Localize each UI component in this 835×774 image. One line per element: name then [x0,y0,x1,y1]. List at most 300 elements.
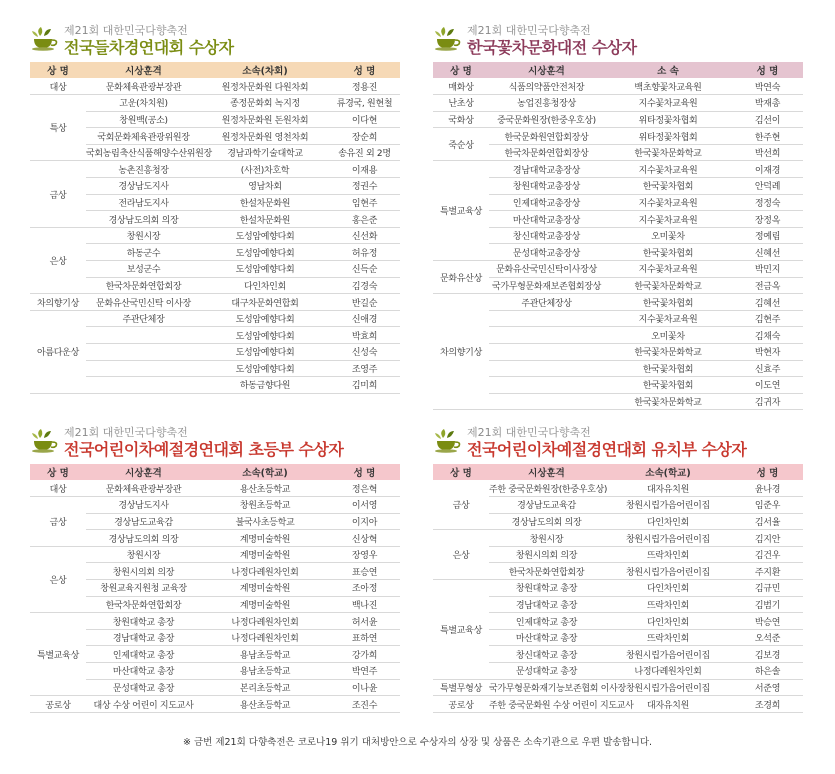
award-category: 대상 [30,78,86,95]
presenter-cell: 창원시장 [489,530,604,547]
name-cell: 정예림 [732,227,803,244]
affiliation-cell: 뜨락차인회 [604,629,732,646]
name-cell: 오석준 [732,629,803,646]
table-row [433,629,803,646]
presenter-cell: 국가무형문화재보존협회장상 [489,277,604,294]
presenter-cell: 창원시의회 의장 [86,563,201,580]
name-cell: 장순희 [329,128,400,145]
affiliation-cell: 오미꽃차 [604,327,732,344]
award-category: 금상 [30,497,86,547]
presenter-cell: 한국차문화연합회장 [86,277,201,294]
panel-subtitle: 제21회 대한민국다향축전 [467,426,591,439]
table-row [30,144,400,161]
table-row [30,679,400,696]
presenter-cell: 마산대학교 총장 [86,663,201,680]
award-category: 아름다운상 [30,310,86,393]
affiliation-cell: 불국사초등학교 [201,513,329,530]
affiliation-cell: 용산초등학교 [201,696,329,713]
name-cell: 표승연 [329,563,400,580]
award-category: 은상 [433,530,489,580]
affiliation-cell: 한국꽃차협회 [604,377,732,394]
header-affiliation: 소 속 [604,62,732,78]
award-category: 국화상 [433,111,489,128]
award-category: 대상 [30,480,86,497]
affiliation-cell: 다인차인회 [604,513,732,530]
name-cell: 김귀자 [732,393,803,410]
affiliation-cell: 지수꽃차교육원 [604,310,732,327]
name-cell: 이지아 [329,513,400,530]
panel-subtitle: 제21회 대한민국다향축전 [64,24,188,37]
table-row [433,530,803,547]
table-row [30,546,400,563]
awardee-table [433,464,803,713]
name-cell: 조아정 [329,580,400,597]
header-award: 상 명 [433,62,489,78]
presenter-cell: 경상남도교육감 [489,497,604,514]
affiliation-cell: 나정다례원차인회 [604,663,732,680]
name-cell: 장정옥 [732,211,803,228]
name-cell: 정용진 [329,78,400,95]
name-cell: 박연숙 [732,78,803,95]
presenter-cell [489,360,604,377]
header-award: 상 명 [433,464,489,480]
tea-leaf-icon [433,26,463,52]
name-cell: 이재용 [329,161,400,178]
affiliation-cell: 다인차인회 [201,277,329,294]
presenter-cell: 문성대학교총장상 [489,244,604,261]
header-presenter: 시상훈격 [489,464,604,480]
table-row [30,128,400,145]
award-category: 금상 [433,480,489,530]
affiliation-cell: 본리초등학교 [201,679,329,696]
table-row [30,344,400,361]
header-name: 성 명 [329,62,400,78]
affiliation-cell: 지수꽃차교육원 [604,261,732,278]
name-cell: 조진수 [329,696,400,713]
header-name: 성 명 [732,464,803,480]
table-row [30,111,400,128]
table-row [433,161,803,178]
name-cell: 안덕례 [732,178,803,195]
table-row [30,377,400,394]
name-cell: 임현주 [329,194,400,211]
presenter-cell [489,393,604,410]
name-cell: 박현자 [732,344,803,361]
name-cell: 김보경 [732,646,803,663]
table-row [433,546,803,563]
affiliation-cell: 지수꽃차교육원 [604,194,732,211]
table-row [433,696,803,713]
affiliation-cell: 도성암예향다회 [201,327,329,344]
name-cell: 반길순 [329,294,400,311]
presenter-cell: 고운(차치원) [86,95,201,112]
affiliation-cell: 대자유치원 [604,696,732,713]
table-row [30,497,400,514]
table-row [30,563,400,580]
name-cell: 신애경 [329,310,400,327]
table-row [30,277,400,294]
table-row [433,294,803,311]
presenter-cell: 문화유산국민신탁 이사장 [86,294,201,311]
name-cell: 하은솔 [732,663,803,680]
presenter-cell: 인제대학교 총장 [489,613,604,630]
name-cell: 김경숙 [329,277,400,294]
affiliation-cell: 하동금향다원 [201,377,329,394]
affiliation-cell: 한국꽃차문화학교 [604,277,732,294]
name-cell: 신상혁 [329,530,400,547]
award-category: 특별교육상 [30,613,86,696]
table-row [30,663,400,680]
presenter-cell [86,327,201,344]
affiliation-cell: 창원시립가음어린이집 [604,679,732,696]
presenter-cell: 창원교육지원청 교육장 [86,580,201,597]
presenter-cell: 국회농림축산식품해양수산위원장 [86,144,201,161]
name-cell: 조경희 [732,696,803,713]
affiliation-cell: 위타정꽃차협회 [604,111,732,128]
name-cell: 박효희 [329,327,400,344]
tea-leaf-icon [30,428,60,454]
name-cell: 김선이 [732,111,803,128]
name-cell: 임준우 [732,497,803,514]
affiliation-cell: 대구차문화연합회 [201,294,329,311]
affiliation-cell: 나정다례원차인회 [201,563,329,580]
name-cell: 김채숙 [732,327,803,344]
presenter-cell: 한국차문화연합회장상 [489,144,604,161]
table-row [433,95,803,112]
affiliation-cell: 백초향꽃차교육원 [604,78,732,95]
panel-subtitle: 제21회 대한민국다향축전 [64,426,188,439]
table-row [433,227,803,244]
affiliation-cell: 대자유치원 [604,480,732,497]
affiliation-cell: 종정문화회 녹지정 [201,95,329,112]
presenter-cell: 창신대학교총장상 [489,227,604,244]
presenter-cell: 식품의약품안전처장 [489,78,604,95]
presenter-cell: 인제대학교총장상 [489,194,604,211]
presenter-cell: 주한 중국문화원장(한중우호상) [489,480,604,497]
award-category: 특상 [30,95,86,161]
presenter-cell [489,327,604,344]
table-row [30,360,400,377]
awardee-table [30,62,400,394]
award-category: 금상 [30,161,86,227]
tea-leaf-icon-svg [30,428,60,454]
table-row [30,294,400,311]
panel-title: 전국들차경연대회 수상자 [64,38,234,57]
award-category: 문화유산상 [433,261,489,294]
awardee-table [30,464,400,713]
table-row [30,261,400,278]
name-cell: 김규민 [732,580,803,597]
name-cell: 백나진 [329,596,400,613]
affiliation-cell: 용남초등학교 [201,663,329,680]
table-row [433,679,803,696]
award-category: 차의향기상 [30,294,86,311]
name-cell: 김현주 [732,310,803,327]
affiliation-cell: 다인차인회 [604,580,732,597]
presenter-cell [86,344,201,361]
panel-header [433,420,803,466]
affiliation-cell: 나정다례원차인회 [201,613,329,630]
presenter-cell: 창원대학교총장상 [489,178,604,195]
affiliation-cell: 한국꽃차협회 [604,178,732,195]
name-cell: 김건우 [732,546,803,563]
award-category: 은상 [30,546,86,612]
table-row [433,646,803,663]
presenter-cell: 창원대학교 총장 [86,613,201,630]
award-category: 난초상 [433,95,489,112]
name-cell: 김서율 [732,513,803,530]
presenter-cell: 경상남도의회 의장 [86,530,201,547]
name-cell: 서준영 [732,679,803,696]
table-row [30,480,400,497]
table-row [433,663,803,680]
name-cell: 김범기 [732,596,803,613]
name-cell: 신선화 [329,227,400,244]
award-category: 공로상 [433,696,489,713]
name-cell: 정정숙 [732,194,803,211]
table-row [30,227,400,244]
presenter-cell: 인제대학교 총장 [86,646,201,663]
presenter-cell: 경상남도교육감 [86,513,201,530]
name-cell: 강가희 [329,646,400,663]
affiliation-cell: 한설차문화원 [201,194,329,211]
presenter-cell: 문성대학교 총장 [86,679,201,696]
presenter-cell: 경남대학교 총장 [86,629,201,646]
affiliation-cell: 한국꽃차문화학교 [604,344,732,361]
footer-notice: ※ 금번 제21회 다향축전은 코로나19 위기 대처방안으로 수상자의 상장 및 상품은 소속기관으로 우편 발송합니다. [182,737,653,748]
table-row [433,277,803,294]
affiliation-cell: 한국꽃차문화학교 [604,393,732,410]
panel-kindergarten [433,420,803,711]
panel-tea-competition [30,18,400,392]
affiliation-cell: 도성암예향다회 [201,360,329,377]
presenter-cell: 전라남도지사 [86,194,201,211]
name-cell: 한주현 [732,128,803,145]
name-cell: 윤나경 [732,480,803,497]
affiliation-cell: 한국꽃차협회 [604,244,732,261]
tea-leaf-icon-svg [30,26,60,52]
presenter-cell: 문화체육관광부장관 [86,480,201,497]
affiliation-cell: 지수꽃차교육원 [604,161,732,178]
table-row [433,310,803,327]
table-row [433,480,803,497]
table-row [433,497,803,514]
table-row [433,261,803,278]
table-row [433,513,803,530]
table-header-row [30,62,400,78]
presenter-cell: 한국차문화연합회장 [86,596,201,613]
name-cell: 표하연 [329,629,400,646]
table-row [30,244,400,261]
name-cell: 이다현 [329,111,400,128]
affiliation-cell: 영남차회 [201,178,329,195]
name-cell: 허유정 [329,244,400,261]
presenter-cell: 농촌진흥청장 [86,161,201,178]
affiliation-cell: 위타정꽃차협회 [604,128,732,145]
table-row [30,310,400,327]
affiliation-cell: 한설차문화원 [201,211,329,228]
table-row [30,327,400,344]
table-row [433,377,803,394]
affiliation-cell: 용남초등학교 [201,646,329,663]
table-row [433,78,803,95]
header-award: 상 명 [30,464,86,480]
presenter-cell: 국가무형문화재기능보존협회 이사장 [489,679,604,696]
header-presenter: 시상훈격 [86,62,201,78]
header-affiliation: 소속(학교) [604,464,732,480]
awardee-table [433,62,803,410]
presenter-cell: 국회문화체육관광위원장 [86,128,201,145]
presenter-cell: 창원백(공소) [86,111,201,128]
panel-title: 한국꽃차문화대전 수상자 [467,38,637,57]
table-row [433,111,803,128]
affiliation-cell: 원정차문화원 다원차회 [201,78,329,95]
name-cell: 신효주 [732,360,803,377]
affiliation-cell: 뜨락차인회 [604,546,732,563]
name-cell: 장영우 [329,546,400,563]
table-row [433,327,803,344]
panel-header [30,18,400,64]
header-award: 상 명 [30,62,86,78]
presenter-cell: 창원시의회 의장 [489,546,604,563]
presenter-cell: 주관단체장상 [489,294,604,311]
name-cell: 신혜선 [732,244,803,261]
presenter-cell: 대상 수상 어린이 지도교사 [86,696,201,713]
name-cell: 주지환 [732,563,803,580]
affiliation-cell: 원정차문화원 영천차회 [201,128,329,145]
table-row [30,613,400,630]
name-cell: 박승연 [732,613,803,630]
affiliation-cell: 계명미술학원 [201,580,329,597]
affiliation-cell: 오미꽃차 [604,227,732,244]
affiliation-cell: 경남과학기술대학교 [201,144,329,161]
presenter-cell: 주한 중국문화원 수상 어린이 지도교사 [489,696,604,713]
table-row [433,596,803,613]
award-category: 죽순상 [433,128,489,161]
presenter-cell: 경상남도지사 [86,178,201,195]
name-cell: 박민지 [732,261,803,278]
affiliation-cell: 한국꽃차문화학교 [604,144,732,161]
affiliation-cell: 지수꽃차교육원 [604,95,732,112]
table-row [30,513,400,530]
tea-leaf-icon-svg [433,26,463,52]
name-cell: 박재총 [732,95,803,112]
presenter-cell: 문화체육관광부장관 [86,78,201,95]
table-row [433,178,803,195]
affiliation-cell: 도성암예향다회 [201,244,329,261]
name-cell: 조영주 [329,360,400,377]
presenter-cell: 보성군수 [86,261,201,278]
award-category: 공로상 [30,696,86,713]
table-row [30,629,400,646]
name-cell: 류경국, 원현철 [329,95,400,112]
affiliation-cell: 용산초등학교 [201,480,329,497]
table-row [433,128,803,145]
name-cell: 허서윤 [329,613,400,630]
affiliation-cell: 창원시립가음어린이집 [604,530,732,547]
presenter-cell: 주관단체장 [86,310,201,327]
table-row [30,161,400,178]
award-category: 특별교육상 [433,161,489,261]
header-presenter: 시상훈격 [86,464,201,480]
presenter-cell: 경상남도의회 의장 [86,211,201,228]
name-cell: 이나윤 [329,679,400,696]
presenter-cell: 경상남도의회 의장 [489,513,604,530]
presenter-cell: 문화유산국민신탁이사장상 [489,261,604,278]
name-cell: 이서영 [329,497,400,514]
name-cell: 이도연 [732,377,803,394]
table-row [433,393,803,410]
table-row [433,344,803,361]
presenter-cell [86,360,201,377]
tea-leaf-icon [433,428,463,454]
table-row [30,530,400,547]
affiliation-cell: 창원시립가음어린이집 [604,497,732,514]
affiliation-cell: 도성암예향다회 [201,261,329,278]
table-row [30,78,400,95]
table-row [433,211,803,228]
header-presenter: 시상훈격 [489,62,604,78]
name-cell: 송유진 외 2명 [329,144,400,161]
award-category: 은상 [30,227,86,293]
award-category: 특별교육상 [433,580,489,680]
name-cell: 김지안 [732,530,803,547]
affiliation-cell: 한국꽃차협회 [604,294,732,311]
affiliation-cell: (사전)차호학 [201,161,329,178]
name-cell: 전금옥 [732,277,803,294]
panel-header [433,18,803,64]
affiliation-cell: 뜨락차인회 [604,596,732,613]
affiliation-cell: 도성암예향다회 [201,227,329,244]
presenter-cell [489,310,604,327]
presenter-cell: 하동군수 [86,244,201,261]
header-name: 성 명 [732,62,803,78]
table-row [30,194,400,211]
affiliation-cell: 창원시립가음어린이집 [604,646,732,663]
presenter-cell: 경남대학교총장상 [489,161,604,178]
affiliation-cell: 창원초등학교 [201,497,329,514]
table-row [30,596,400,613]
table-row [30,95,400,112]
header-affiliation: 소속(차회) [201,62,329,78]
name-cell: 김혜선 [732,294,803,311]
table-row [30,178,400,195]
presenter-cell: 경남대학교 총장 [489,596,604,613]
presenter-cell: 문성대학교 총장 [489,663,604,680]
panel-subtitle: 제21회 대한민국다향축전 [467,24,591,37]
table-row [30,211,400,228]
table-row [433,613,803,630]
name-cell: 정권수 [329,178,400,195]
table-row [433,244,803,261]
name-cell: 김미희 [329,377,400,394]
table-header-row [30,464,400,480]
table-row [433,194,803,211]
affiliation-cell: 계명미술학원 [201,596,329,613]
table-row [433,563,803,580]
presenter-cell: 창원대학교 총장 [489,580,604,597]
presenter-cell: 마산대학교 총장 [489,629,604,646]
presenter-cell: 농업진흥청장상 [489,95,604,112]
name-cell: 박연주 [329,663,400,680]
presenter-cell: 중국문화원장(한중우호상) [489,111,604,128]
affiliation-cell: 다인차인회 [604,613,732,630]
table-row [30,696,400,713]
presenter-cell [86,377,201,394]
header-affiliation: 소속(학교) [201,464,329,480]
panel-flower-tea [433,18,803,409]
header-name: 성 명 [329,464,400,480]
